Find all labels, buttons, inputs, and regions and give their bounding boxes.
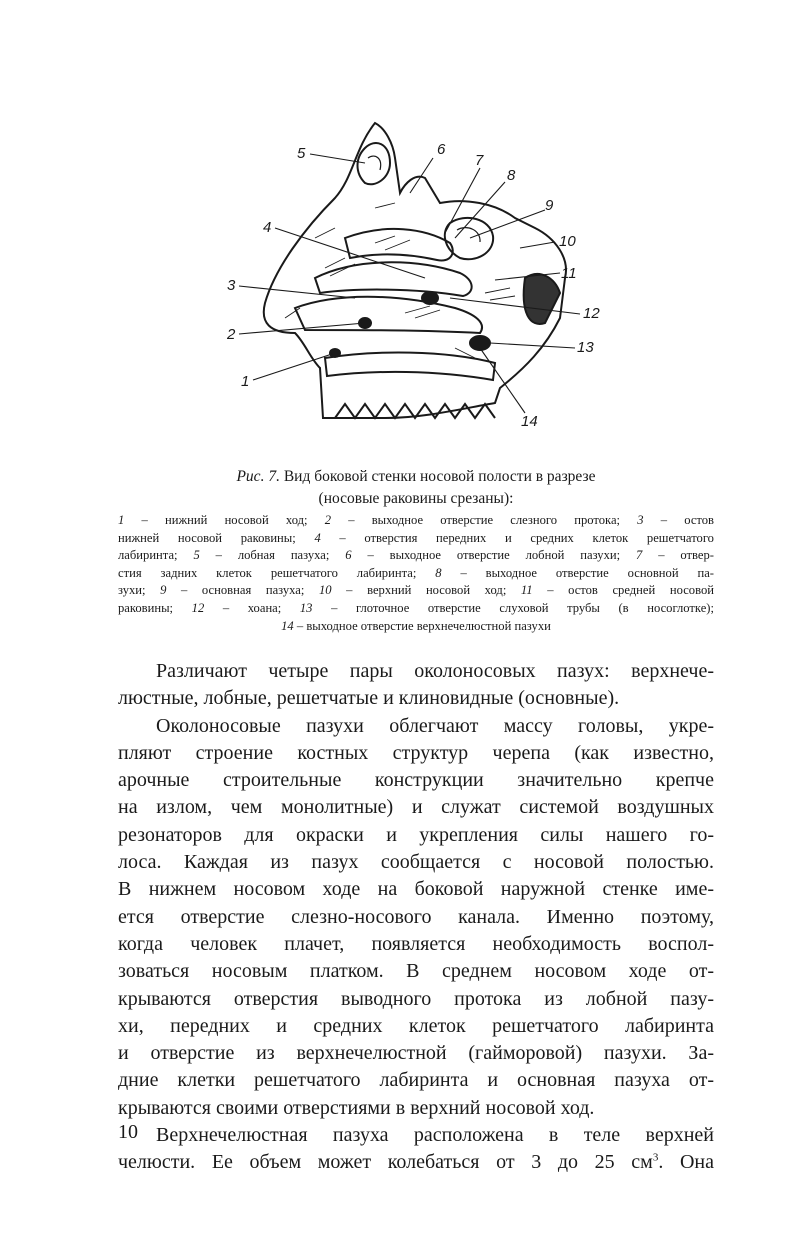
legend-text: – основная пазуха;: [166, 583, 319, 598]
legend-num: 2: [324, 513, 332, 527]
legend-num: 4: [314, 530, 321, 545]
legend-num: 10: [318, 583, 332, 598]
legend-text: – выходное отверстие лобной пазухи;: [351, 548, 637, 563]
legend-text: – выходное отверстие слезного протока;: [331, 513, 638, 527]
superscript: 3: [652, 1151, 659, 1164]
text-segment: челюсти. Ее объем может колебаться от 3 до 25 см: [118, 1151, 653, 1174]
legend-num: 7: [636, 548, 643, 563]
legend-num: 11: [520, 583, 533, 598]
caption-title: Вид боковой стенки носовой полости в разрезе: [279, 468, 596, 485]
text-line: крываются своими отверстиями в верхний носовой ход.: [118, 1096, 595, 1119]
legend-num: 5: [193, 548, 200, 563]
figure-label-2: 2: [227, 326, 236, 343]
caption-line-2: (носовые раковины срезаны):: [318, 490, 514, 507]
anatomy-figure: [225, 118, 610, 438]
text-line: Различают четыре пары околоносовых пазух: верхнече-: [156, 660, 714, 682]
legend-text: – остов средней носовой: [532, 583, 714, 598]
text-line: арочные строительные конструкции значительно крепче: [118, 769, 714, 792]
legend-line: [118, 530, 714, 548]
legend-num: 12: [191, 600, 205, 615]
figure-label-8: 8: [507, 167, 516, 184]
text-line: крываются отверстия выводного протока из лобной пазу-: [118, 987, 714, 1010]
text-line: лоса. Каждая из пазух сообщается с носовой полостью.: [118, 851, 714, 874]
legend-num: 9: [160, 583, 167, 598]
text-line: на излом, чем монолитные) и служат системой воздушных: [118, 796, 714, 819]
text-line: резонаторов для окраски и укрепления силы нашего го-: [118, 823, 714, 846]
text-line: пляют строение костных структур черепа (как известно,: [118, 741, 714, 764]
figure-label-3: 3: [227, 277, 236, 294]
text-line: Околоносовые пазухи облегчают массу головы, укре-: [156, 714, 714, 737]
figure-label-13: 13: [577, 339, 594, 356]
legend-text: – хоана;: [204, 600, 300, 615]
text-line: люстные, лобные, решетчатые и клиновидные (основные).: [118, 687, 620, 710]
legend-text: – остов: [643, 513, 715, 527]
legend-text: – выходное отверстие верхнечелюстной пазухи: [293, 618, 551, 633]
text-line: В нижнем носовом ходе на боковой наружной стенке име-: [118, 878, 714, 901]
text-line: дние клетки решетчатого лабиринта и основная пазуха от-: [118, 1069, 714, 1092]
legend-text: – верхний носовой ход;: [331, 583, 521, 598]
page-number: 10: [118, 1121, 138, 1143]
text-line: и отверстие из верхнечелюстной (гайморовой) пазухи. За-: [118, 1042, 714, 1065]
legend-text: лабиринта;: [118, 548, 194, 563]
legend-text: – лобная пазуха;: [199, 548, 346, 563]
legend-text: – отверстия передних и средних клеток решетчатого: [320, 530, 714, 545]
figure-label-7: 7: [475, 152, 484, 169]
figure-label-4: 4: [263, 219, 272, 236]
legend-num: 13: [299, 600, 313, 615]
text-line: Верхнечелюстная пазуха расположена в теле верхней: [156, 1124, 714, 1147]
figure-legend: [118, 512, 714, 635]
legend-line: [118, 618, 714, 636]
legend-num: 8: [435, 565, 442, 580]
text-segment: . Она: [658, 1151, 715, 1174]
legend-line: [118, 512, 714, 530]
legend-text: зухи;: [118, 583, 161, 598]
text-line: ется отверстие слезно-носового канала. Именно поэтому,: [118, 905, 714, 928]
nasal-cavity-illustration: [225, 118, 610, 438]
text-line: [118, 1149, 714, 1176]
caption-line-1: [118, 466, 714, 488]
legend-text: – нижний носовой ход;: [124, 513, 325, 527]
figure-label-12: 12: [583, 305, 600, 322]
legend-text: – отвер-: [642, 548, 714, 563]
figure-label-9: 9: [545, 197, 554, 214]
legend-text: стия задних клеток решетчатого лабиринта;: [118, 565, 436, 580]
legend-line: [118, 547, 714, 565]
text-line: когда человек плачет, появляется необходимость воспол-: [118, 932, 714, 955]
legend-num: 1: [118, 513, 125, 527]
legend-text: нижней носовой раковины;: [118, 530, 315, 545]
legend-line: [118, 565, 714, 583]
legend-num: 3: [637, 513, 644, 527]
body-text: [118, 658, 714, 1177]
legend-text: – выходное отверстие основной па-: [441, 565, 715, 580]
text-line: зоваться носовым платком. В среднем носовом ходе от-: [118, 960, 714, 983]
legend-line: [118, 600, 714, 618]
text-line: хи, передних и средних клеток решетчатого лабиринта: [118, 1014, 714, 1037]
figure-label-14: 14: [521, 413, 538, 430]
caption-prefix: Рис. 7.: [236, 468, 280, 485]
figure-label-6: 6: [437, 141, 446, 158]
figure-caption: [118, 466, 714, 510]
legend-num: 6: [345, 548, 352, 563]
legend-text: – глоточное отверстие слуховой трубы (в носоглотке);: [312, 600, 714, 615]
legend-num: 14: [281, 618, 294, 633]
figure-label-5: 5: [297, 145, 306, 162]
figure-label-1: 1: [241, 373, 250, 390]
legend-line: [118, 582, 714, 600]
figure-label-11: 11: [561, 265, 577, 282]
legend-text: раковины;: [118, 600, 192, 615]
figure-label-10: 10: [559, 233, 576, 250]
